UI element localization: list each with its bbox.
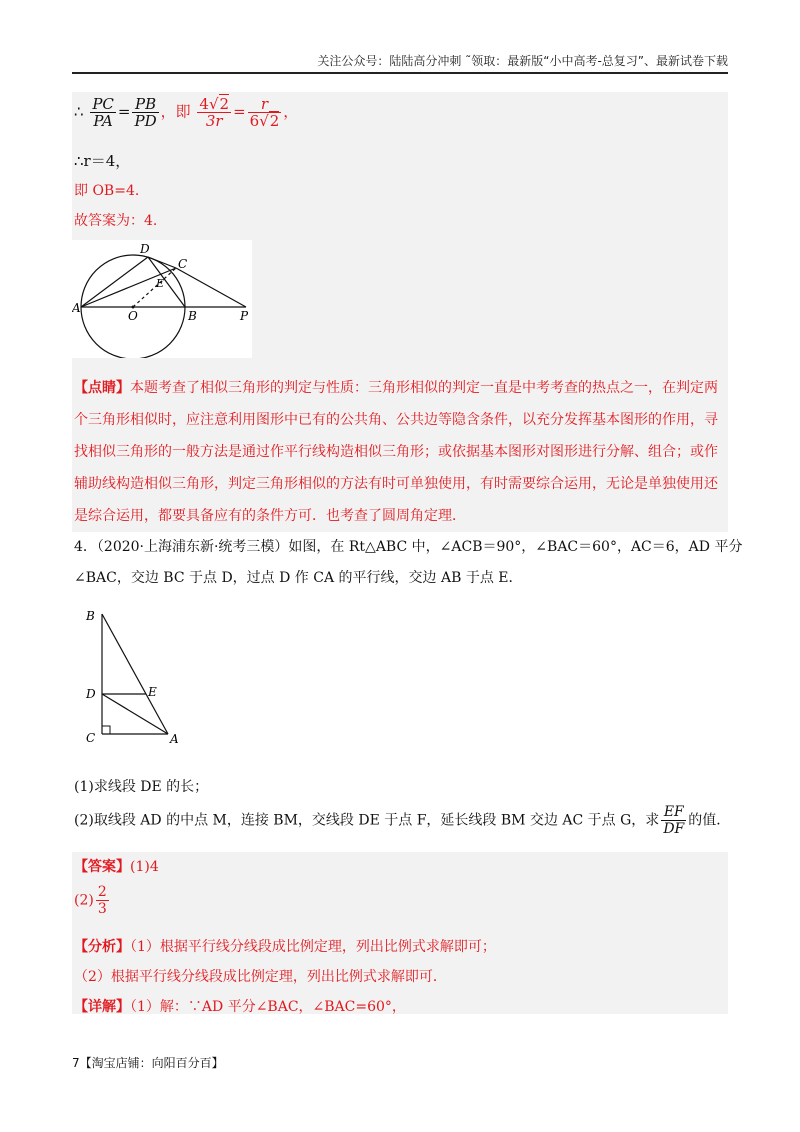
fraction-ef-df: $\frac{EF}{DF}$ (663, 804, 685, 837)
problem4-line1: 4．（2020·上海浦东新·统考三模）如图，在 Rt△ABC 中，∠ACB＝90°，∠BAC＝60°，AC＝6，AD 平分 (74, 539, 743, 555)
label-O: O (128, 309, 138, 323)
question-1: (1)求线段 DE 的长； (74, 779, 209, 795)
triangle-figure (80, 606, 190, 746)
fraction-pc-pa: $\frac{PC}{PA}$ (92, 95, 114, 130)
answer-2-line: (2) $\frac{2}{3}$ (74, 884, 107, 917)
answer-line: 【答案】(1)4 (74, 859, 159, 875)
fraction-2-3: $\frac{2}{3}$ (97, 884, 107, 917)
problem4-line2: ∠BAC，交边 BC 于点 D，过点 D 作 CA 的平行线，交边 AB 于点 E． (74, 570, 523, 586)
analysis-line-2: （2）根据平行线分线段成比例定理，列出比例式求解即可． (74, 969, 447, 985)
fraction-r-6sqrt2: $\frac{r}{6√2}$ (249, 95, 280, 130)
ob-line: 即 OB=4. (74, 183, 140, 199)
label-B: B (86, 609, 95, 623)
question-2: (2)取线段 AD 的中点 M，连接 BM，交线段 DE 于点 F，延长线段 BM 交边 AC 于点 G，求 $\frac{EF}{DF}$ 的值． (74, 804, 731, 837)
circle-figure (72, 240, 252, 358)
analysis-line-1: 【分析】（1）根据平行线分线段成比例定理，列出比例式求解即可； (74, 939, 496, 955)
label-D: D (140, 242, 150, 256)
proportion-line: ∴ $\frac{PC}{PA}$ = $\frac{PB}{PD}$ ，即 $\frac{4√2}{3r}$ = $\frac{r}{6√2}$ ， (74, 95, 299, 130)
label-C: C (86, 731, 96, 745)
label-D: D (86, 687, 96, 701)
label-B: B (188, 309, 197, 323)
r-equals-line: ∴r＝4， (74, 152, 131, 170)
page-header: 关注公众号：陆陆高分冲刺 ˜领取：最新版“小中高考-总复习”、最新试卷下载 (317, 54, 728, 68)
label-E: E (156, 277, 165, 290)
fraction-pb-pd: $\frac{PB}{PD}$ (134, 95, 157, 130)
label-P: P (240, 309, 249, 323)
label-A: A (72, 301, 81, 315)
page-footer: 7【淘宝店铺：向阳百分百】 (72, 1056, 224, 1070)
answer-statement: 故答案为：4. (74, 213, 158, 229)
answer-box (72, 852, 728, 1014)
label-E: E (148, 685, 157, 699)
dianjing-paragraph: 【点睛】本题考查了相似三角形的判定与性质：三角形相似的判定一直是中考考查的热点之一，在判定两 个三角形相似时，应注意利用图形中已有的公共角、公共边等隐含条件，以充分发挥基本图形的作用，寻 找相似三角形的一般方法是通过作平行线构造相似三角形；或依据基本图形对图形进行分解、组合；或作 辅助线构造相似三角形，判定三角形相似的方法有时可单独使用，有时需要综合运用，无论是单独使用还 是综合运用，都要具备应有的条件方可．也考查了圆周角定理． (74, 380, 718, 524)
detail-line: 【详解】（1）解：∵AD 平分∠BAC，∠BAC=60°， (74, 999, 406, 1015)
label-A: A (170, 732, 179, 746)
fraction-4sqrt2-3r: $\frac{4√2}{3r}$ (199, 95, 230, 130)
header-divider (72, 72, 728, 74)
dianjing-tag: 【点睛】 (74, 380, 130, 396)
label-C: C (178, 257, 188, 271)
